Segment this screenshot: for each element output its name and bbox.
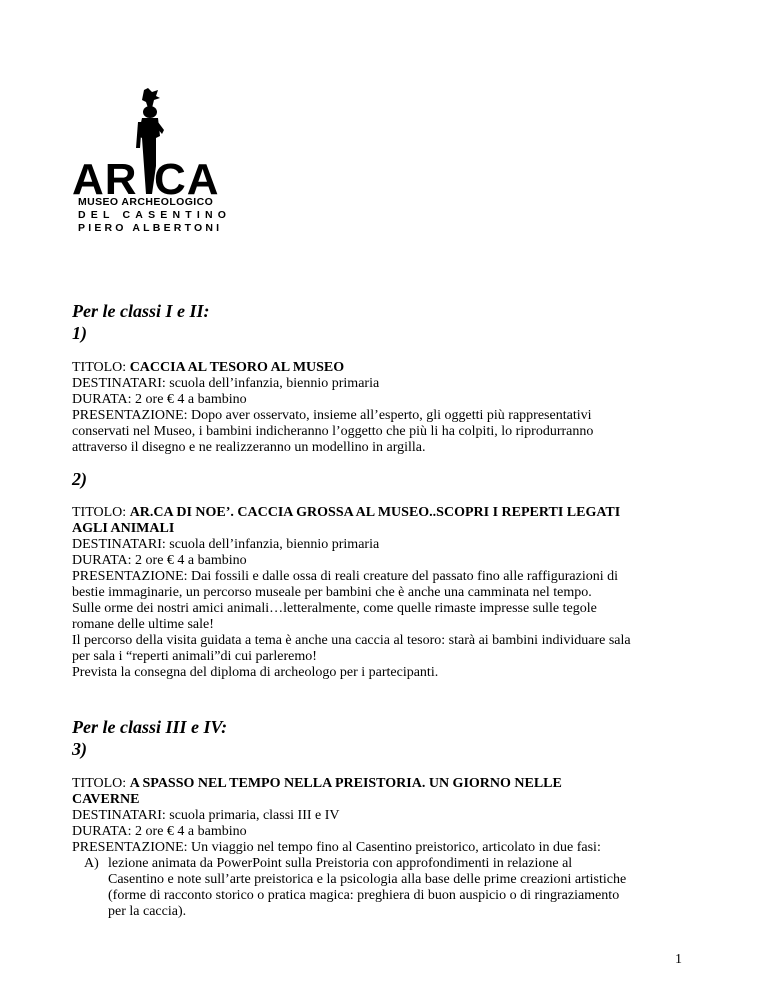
title-label: TITOLO:	[72, 776, 130, 791]
item2-text-line: Il percorso della visita guidata a tema è anche una caccia al tesoro: starà ai bambini individuare sala	[72, 633, 631, 648]
item2-durata: DURATA: 2 ore € 4 a bambino	[72, 553, 247, 568]
item-number-2: 2)	[72, 469, 87, 489]
list-item-line: (forme di racconto storico o pratica magica: preghiera di buon auspicio o di ringraziamento	[108, 888, 620, 903]
item1-destinatari: DESTINATARI: scuola dell’infanzia, biennio primaria	[72, 376, 380, 391]
title-text: CAVERNE	[72, 792, 140, 807]
item2-text-line: Sulle orme dei nostri amici animali…letteralmente, come quelle rimaste impresse sulle tegole	[72, 601, 597, 616]
logo-word-left: AR	[72, 155, 138, 204]
page-number: 1	[675, 952, 682, 967]
item2-text-line: bestie immaginarie, un percorso museale per bambini che è anche una camminata nel tempo.	[72, 585, 592, 600]
list-marker: A)	[84, 856, 99, 871]
item-number-1: 1)	[72, 323, 87, 343]
item1-durata: DURATA: 2 ore € 4 a bambino	[72, 392, 247, 407]
item3-durata: DURATA: 2 ore € 4 a bambino	[72, 824, 247, 839]
item1-presentazione-line: PRESENTAZIONE: Dopo aver osservato, insieme all’esperto, gli oggetti più rappresentativi	[72, 408, 592, 423]
museum-logo	[72, 86, 232, 236]
list-item-line: Casentino e note sull’arte preistorica e la psicologia alla base delle prime creazioni artistiche	[108, 872, 627, 887]
item1-title	[72, 360, 702, 376]
title-label: TITOLO:	[72, 360, 130, 375]
item3-destinatari: DESTINATARI: scuola primaria, classi III e IV	[72, 808, 340, 823]
title-text: A SPASSO NEL TEMPO NELLA PREISTORIA. UN GIORNO NELLE	[129, 776, 562, 791]
list-item-a	[72, 856, 682, 920]
item2-text-line: per sala i “reperti animali”di cui parleremo!	[72, 649, 317, 664]
list-item-line: lezione animata da PowerPoint sulla Preistoria con approfondimenti in relazione al	[108, 856, 573, 871]
section-heading-classi-3-4: Per le classi III e IV:	[72, 717, 228, 737]
item3-title	[72, 776, 702, 792]
list-item-line: per la caccia).	[108, 904, 187, 919]
title-label: TITOLO:	[72, 505, 130, 520]
item2-destinatari: DESTINATARI: scuola dell’infanzia, biennio primaria	[72, 537, 380, 552]
title-text: AGLI ANIMALI	[72, 521, 175, 536]
item2-title	[72, 505, 702, 521]
item2-text-line: romane delle ultime sale!	[72, 617, 214, 632]
item2-text-line: PRESENTAZIONE: Dai fossili e dalle ossa di reali creature del passato fino alle raffigurazioni di	[72, 569, 619, 584]
item3-title-cont	[72, 792, 702, 808]
logo-word-right: CA	[154, 155, 220, 204]
item1-presentazione-line: attraverso il disegno e ne realizzeranno un modellino in argilla.	[72, 440, 426, 455]
item2-text-line: Prevista la consegna del diploma di archeologo per i partecipanti.	[72, 665, 439, 680]
title-text: CACCIA AL TESORO AL MUSEO	[129, 360, 345, 375]
logo-line-3: PIERO ALBERTONI	[78, 222, 223, 234]
logo-line-1: MUSEO ARCHEOLOGICO	[78, 196, 214, 208]
item-number-3: 3)	[72, 739, 87, 759]
logo-line-2: DEL CASENTINO	[78, 209, 232, 221]
item3-list	[72, 856, 682, 920]
section-heading-classi-1-2: Per le classi I e II:	[72, 301, 210, 321]
item1-presentazione-line: conservati nel Museo, i bambini indicheranno l’oggetto che più li ha colpiti, lo riprodurranno	[72, 424, 594, 439]
title-text: AR.CA DI NOE’. CACCIA GROSSA AL MUSEO..SCOPRI I REPERTI LEGATI	[129, 505, 621, 520]
item3-presentazione: PRESENTAZIONE: Un viaggio nel tempo fino al Casentino preistorico, articolato in due fasi:	[72, 840, 601, 855]
item2-title-cont	[72, 521, 702, 537]
